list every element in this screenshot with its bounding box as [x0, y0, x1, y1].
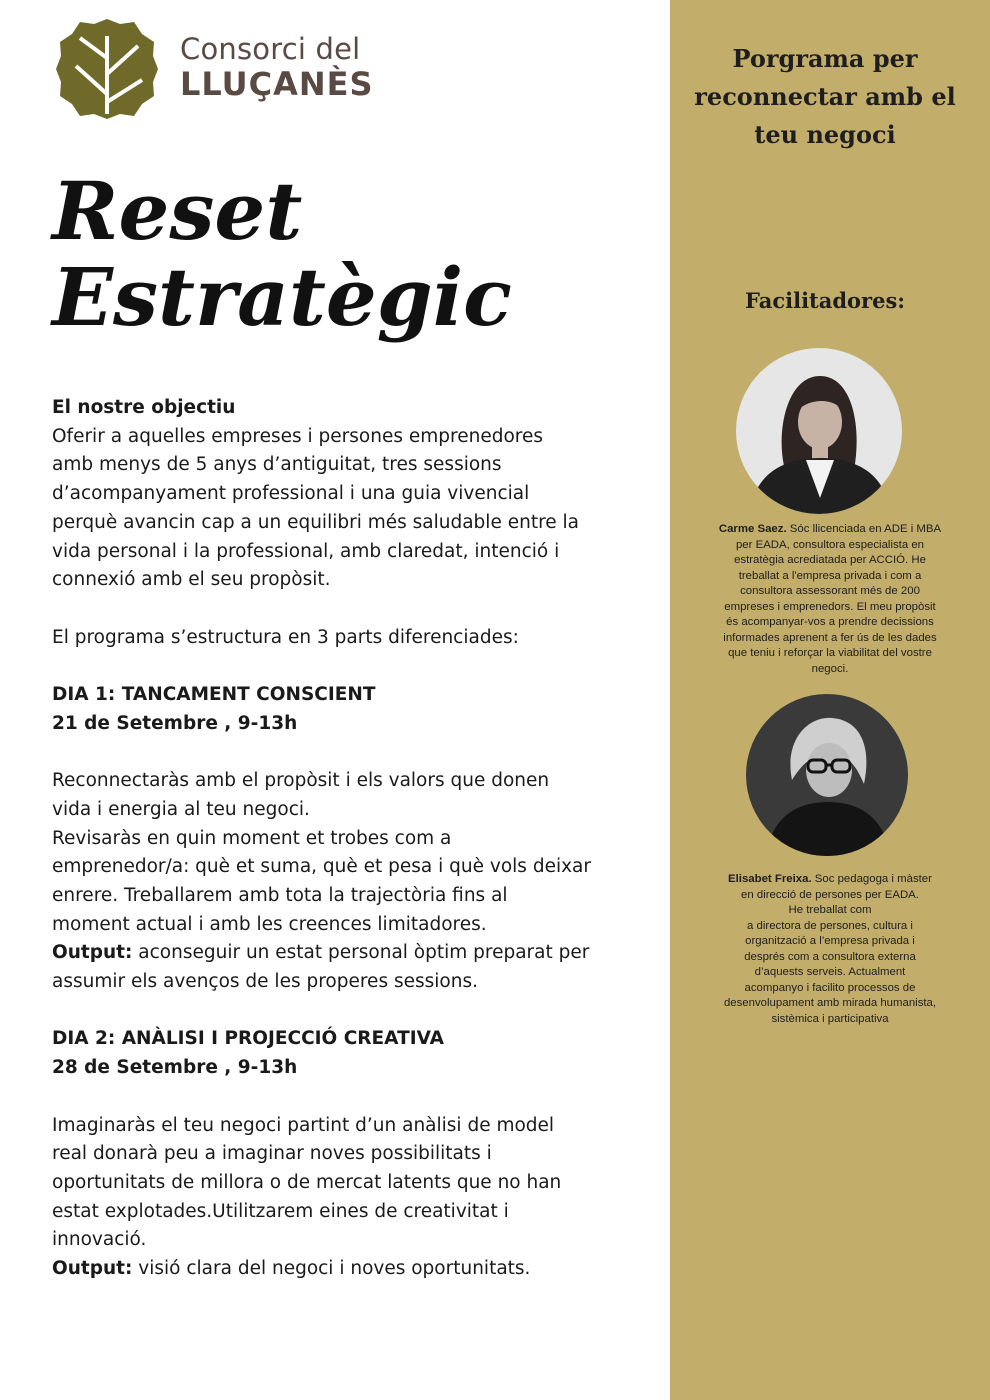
- day1-output-label: Output:: [52, 942, 133, 964]
- day1-line: moment actual i amb les creences limitadores.: [52, 913, 487, 935]
- bio-line: estratègia acrediatada per ACCIÓ. He: [734, 554, 926, 566]
- main-content: [52, 394, 642, 1284]
- day2-line: innovació.: [52, 1229, 147, 1251]
- woman-portrait-icon: [746, 694, 908, 856]
- day1-output-line2: assumir els avenços de les properes sessions.: [52, 971, 478, 993]
- bio-line: a directora de persones, cultura i: [747, 919, 913, 932]
- day2-output-label: Output:: [52, 1258, 133, 1280]
- day1-output-text: aconseguir un estat personal òptim preparat per: [132, 942, 590, 964]
- title-line-2: Estratègic: [52, 250, 512, 344]
- day2-heading: DIA 2: ANÀLISI I PROJECCIÓ CREATIVA: [52, 1028, 444, 1050]
- bio-line: desenvolupament amb mirada humanista,: [723, 997, 937, 1009]
- bio-line: d’aquests serveis. Actualment: [754, 966, 906, 978]
- facilitator-1-name: Carme Saez.: [718, 523, 787, 535]
- logo-line-1: Consorci del: [180, 32, 361, 66]
- day2-line: real donarà peu a imaginar noves possibilitats i: [52, 1143, 492, 1165]
- bio-line: negoci.: [811, 662, 849, 675]
- facilitators-heading: Facilitadores:: [744, 288, 906, 313]
- facilitator-2-bio: [706, 872, 954, 1027]
- objective-line: perquè avancin cap a un equilibri més saludable entre la: [52, 511, 580, 533]
- objective-heading: El nostre objectiu: [52, 397, 236, 418]
- objective-line: Oferir a aquelles empreses i persones emprenedores: [52, 425, 543, 447]
- facilitator-2-photo: [746, 694, 908, 856]
- day2-line: Imaginaràs el teu negoci partint d’un anàlisi de model: [52, 1114, 555, 1136]
- bio-line: [706, 872, 954, 888]
- day2-date: 28 de Setembre , 9-13h: [52, 1057, 298, 1079]
- bio-text: Soc pedagoga i màster: [811, 873, 932, 885]
- day2-line: oportunitats de millora o de mercat latents que no han: [52, 1171, 562, 1193]
- day1-line: Reconnectaràs amb el propòsit i els valors que donen: [52, 770, 550, 792]
- day1-line: emprenedor/a: què et suma, què et pesa i què vols deixar: [52, 856, 591, 878]
- facilitator-2-name: Elisabet Freixa.: [728, 873, 812, 885]
- program-line: teu negoci: [754, 120, 896, 149]
- program-line: Porgrama per: [732, 44, 918, 73]
- objective-line: d’acompanyament professional i una guia vivencial: [52, 483, 530, 505]
- bio-line: informades aprenent a fer ús de les dades: [723, 631, 937, 644]
- facilitator-1-bio: [706, 522, 954, 677]
- program-line: reconnectar amb el: [694, 82, 956, 111]
- objective-line: vida personal i la professional, amb claredat, intenció i: [52, 540, 560, 562]
- bio-line: [706, 522, 954, 538]
- structure-text: El programa s’estructura en 3 parts diferenciades:: [52, 626, 519, 648]
- bio-line: és acompanyar-vos a prendre decissions: [726, 616, 934, 628]
- bio-line: en direcció de persones per EADA.: [741, 888, 919, 901]
- day1-line: vida i energia al teu negoci.: [52, 798, 310, 820]
- bio-line: treballat a l'empresa privada i com a: [738, 569, 922, 582]
- bio-line: sistèmica i participativa: [771, 1012, 889, 1025]
- page-title: [52, 164, 652, 344]
- bio-line: He treballat com: [788, 904, 872, 916]
- day1-line: Revisaràs en quin moment et trobes com a: [52, 827, 452, 849]
- day1-output: [52, 939, 642, 968]
- woman-portrait-icon: [736, 348, 902, 514]
- bio-line: que teniu i reforçar la viabilitat del vostre: [728, 647, 932, 659]
- facilitator-1-photo: [736, 348, 902, 514]
- day2-line: estat explotades.Utilitzarem eines de creativitat i: [52, 1200, 509, 1222]
- day1-heading: DIA 1: TANCAMENT CONSCIENT: [52, 684, 376, 705]
- program-tagline: [690, 40, 960, 154]
- bio-text: Sóc llicenciada en ADE i MBA: [786, 523, 942, 535]
- logo-line-2: LLUÇANÈS: [180, 65, 374, 103]
- day2-output: [52, 1255, 642, 1284]
- title-line-1: Reset: [52, 164, 303, 258]
- day1-line: enrere. Treballarem amb tota la trajectòria fins al: [52, 884, 508, 906]
- objective-line: amb menys de 5 anys d’antiguitat, tres sessions: [52, 454, 502, 476]
- bio-line: organització a l’empresa privada i: [745, 935, 915, 947]
- bio-line: per EADA, consultora especialista en: [735, 538, 925, 551]
- leaf-logo-icon: [54, 16, 160, 122]
- bio-line: després com a consultora externa: [744, 950, 916, 963]
- day1-date: 21 de Setembre , 9-13h: [52, 712, 298, 734]
- bio-line: consultora assessorant més de 200: [740, 585, 920, 597]
- bio-line: empreses i emprenedors. El meu propòsit: [724, 600, 936, 613]
- day2-output-text: visió clara del negoci i noves oportunitats.: [132, 1258, 531, 1280]
- logo: [54, 16, 384, 126]
- logo-text: [180, 32, 374, 102]
- bio-line: acompanyo i facilito processos de: [744, 981, 916, 994]
- objective-line: connexió amb el seu propòsit.: [52, 569, 331, 591]
